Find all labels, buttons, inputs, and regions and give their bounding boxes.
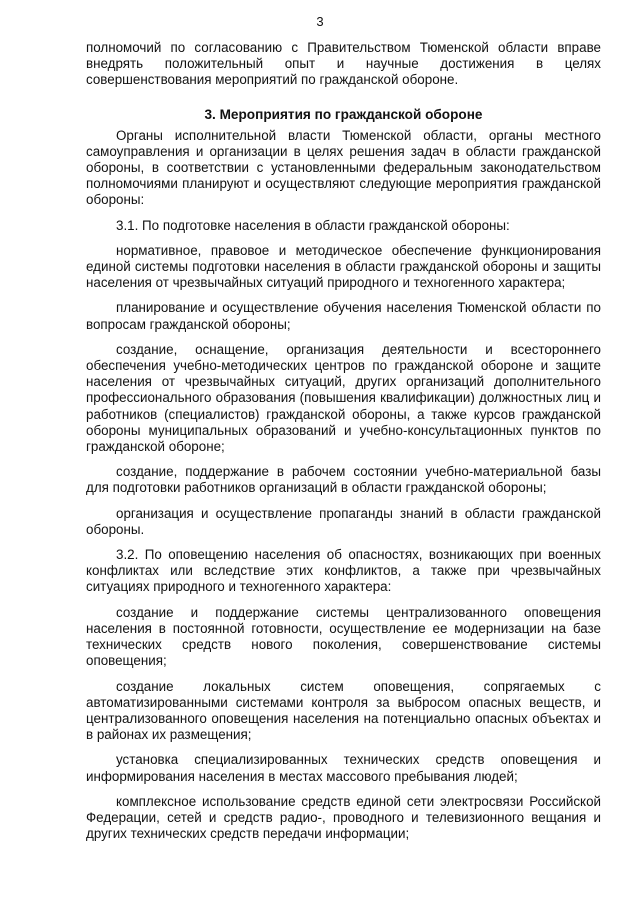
page-number: 3 [316, 14, 324, 29]
list-item: установка специализированных технических средств оповещения и информирования населения в местах массового пребывания людей; [86, 752, 601, 784]
list-item: нормативное, правовое и методическое обеспечение функционирования единой системы подготовки населения в области гражданской обороны и защиты населения от чрезвычайных ситуаций природного и техногенного характера; [86, 242, 601, 291]
list-item: создание, оснащение, организация деятельности и всестороннего обеспечения учебно-методических центров по гражданской обороне и защите населения от чрезвычайных ситуаций, других организаций дополнительного профессионального образования (повышения квалификации) должностных лиц и работников (специалистов) гражданской обороны, а также курсов гражданской обороны муниципальных образований и учебно-консультационных пунктов по гражданской обороне; [86, 341, 601, 455]
list-item: создание и поддержание системы централизованного оповещения населения в постоянной готовности, осуществление ее модернизации на базе технических средств нового поколения, совершенствование системы оповещения; [86, 604, 601, 669]
section-intro-paragraph: Органы исполнительной власти Тюменской области, органы местного самоуправления и организации в целях решения задач в области гражданской обороны, в соответствии с установленными федеральным законодательством полномочиями планируют и осуществляют следующие мероприятия гражданской обороны: [86, 127, 601, 208]
list-item: создание, поддержание в рабочем состоянии учебно-материальной базы для подготовки работников организаций в области гражданской обороны; [86, 464, 601, 496]
list-item: комплексное использование средств единой сети электросвязи Российской Федерации, сетей и средств радио-, проводного и телевизионного вещания и других технических средств передачи информации; [86, 793, 601, 842]
document-body [86, 40, 601, 851]
subsection-heading: 3.1. По подготовке населения в области гражданской обороны: [116, 217, 510, 233]
section-title: 3. Мероприятия по гражданской обороне [204, 106, 483, 122]
subsection-training [86, 218, 601, 538]
list-item: создание локальных систем оповещения, сопрягаемых с автоматизированными системами контроля за выбросом опасных веществ, и централизованного оповещения населения на потенциально опасных объектах и в районах их размещения; [86, 678, 601, 743]
list-item: планирование и осуществление обучения населения Тюменской области по вопросам гражданской обороны; [86, 300, 601, 332]
subsection-warning [86, 547, 601, 842]
subsection-heading: 3.2. По оповещению населения об опасностях, возникающих при военных конфликтах или вследствие этих конфликтов, а также при чрезвычайных ситуациях природного и техногенного характера: [86, 547, 601, 595]
list-item: организация и осуществление пропаганды знаний в области гражданской обороны. [86, 505, 601, 537]
intro-continuation-paragraph: полномочий по согласованию с Правительством Тюменской области вправе внедрять положительный опыт и научные достижения в целях совершенствования мероприятий по гражданской обороне. [86, 40, 601, 88]
